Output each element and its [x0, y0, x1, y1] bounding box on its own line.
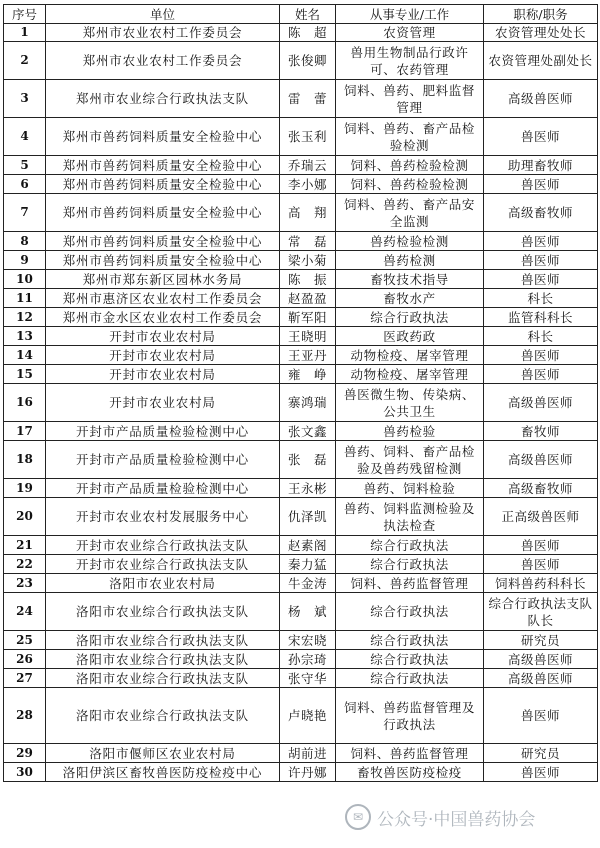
row-unit: 郑州市农业农村工作委员会 [46, 42, 280, 80]
table-row [4, 175, 598, 194]
row-unit: 郑州市兽药饲料质量安全检验中心 [46, 156, 280, 175]
row-title: 兽医师 [484, 251, 598, 270]
row-index: 23 [4, 574, 46, 593]
row-title: 研究员 [484, 631, 598, 650]
row-field: 综合行政执法 [336, 555, 484, 574]
header-name: 姓名 [280, 5, 336, 24]
row-name: 卢晓艳 [280, 688, 336, 744]
row-unit: 洛阳市农业综合行政执法支队 [46, 669, 280, 688]
row-unit: 开封市农业综合行政执法支队 [46, 555, 280, 574]
row-field: 饲料、兽药检验检测 [336, 156, 484, 175]
row-title: 综合行政执法支队队长 [484, 593, 598, 631]
row-name: 王晓明 [280, 327, 336, 346]
row-unit: 郑州市兽药饲料质量安全检验中心 [46, 232, 280, 251]
row-title: 高级畜牧师 [484, 479, 598, 498]
table-row [4, 346, 598, 365]
row-title: 农资管理处副处长 [484, 42, 598, 80]
row-field: 综合行政执法 [336, 669, 484, 688]
row-index: 6 [4, 175, 46, 194]
row-name: 张 磊 [280, 441, 336, 479]
table-row [4, 194, 598, 232]
row-title: 饲料兽药科科长 [484, 574, 598, 593]
row-field: 兽用生物制品行政许可、农药管理 [336, 42, 484, 80]
row-index: 12 [4, 308, 46, 327]
row-unit: 开封市农业农村发展服务中心 [46, 498, 280, 536]
row-field: 畜牧兽医防疫检疫 [336, 763, 484, 782]
table-row [4, 593, 598, 631]
row-unit: 洛阳市农业综合行政执法支队 [46, 688, 280, 744]
table-row [4, 118, 598, 156]
row-unit: 开封市产品质量检验检测中心 [46, 479, 280, 498]
table-row [4, 441, 598, 479]
table-body [4, 24, 598, 782]
row-name: 李小娜 [280, 175, 336, 194]
table-row [4, 422, 598, 441]
row-field: 兽药检验 [336, 422, 484, 441]
row-field: 动物检疫、屠宰管理 [336, 365, 484, 384]
row-index: 10 [4, 270, 46, 289]
row-index: 21 [4, 536, 46, 555]
row-unit: 郑州市兽药饲料质量安全检验中心 [46, 118, 280, 156]
table-row [4, 763, 598, 782]
table-row [4, 688, 598, 744]
row-title: 高级兽医师 [484, 384, 598, 422]
row-index: 20 [4, 498, 46, 536]
row-name: 张文鑫 [280, 422, 336, 441]
row-unit: 郑州市兽药饲料质量安全检验中心 [46, 175, 280, 194]
row-index: 11 [4, 289, 46, 308]
row-title: 兽医师 [484, 555, 598, 574]
row-field: 综合行政执法 [336, 536, 484, 555]
row-name: 杨 斌 [280, 593, 336, 631]
table-row [4, 479, 598, 498]
row-index: 26 [4, 650, 46, 669]
row-index: 1 [4, 24, 46, 42]
row-index: 16 [4, 384, 46, 422]
row-index: 3 [4, 80, 46, 118]
row-unit: 郑州市农业农村工作委员会 [46, 24, 280, 42]
header-unit: 单位 [46, 5, 280, 24]
row-field: 饲料、兽药监督管理及行政执法 [336, 688, 484, 744]
row-index: 22 [4, 555, 46, 574]
row-field: 兽药、饲料检验 [336, 479, 484, 498]
table-row [4, 289, 598, 308]
row-index: 7 [4, 194, 46, 232]
row-field: 综合行政执法 [336, 308, 484, 327]
row-title: 兽医师 [484, 270, 598, 289]
row-title: 高级畜牧师 [484, 194, 598, 232]
row-name: 赵素阁 [280, 536, 336, 555]
table-row [4, 384, 598, 422]
table-header-row [4, 5, 598, 24]
table-row [4, 650, 598, 669]
table-row [4, 270, 598, 289]
row-unit: 郑州市郑东新区园林水务局 [46, 270, 280, 289]
row-field: 兽药检验检测 [336, 232, 484, 251]
row-name: 乔瑞云 [280, 156, 336, 175]
table-row [4, 631, 598, 650]
row-unit: 洛阳市偃师区农业农村局 [46, 744, 280, 763]
row-index: 8 [4, 232, 46, 251]
table-row [4, 308, 598, 327]
row-name: 陈 振 [280, 270, 336, 289]
row-index: 25 [4, 631, 46, 650]
row-index: 13 [4, 327, 46, 346]
row-title: 高级兽医师 [484, 650, 598, 669]
row-name: 王亚丹 [280, 346, 336, 365]
row-title: 监管科科长 [484, 308, 598, 327]
row-name: 赵盈盈 [280, 289, 336, 308]
row-unit: 洛阳市农业综合行政执法支队 [46, 631, 280, 650]
table-row [4, 536, 598, 555]
table-row [4, 669, 598, 688]
table-row [4, 327, 598, 346]
row-field: 农资管理 [336, 24, 484, 42]
row-name: 雷 蕾 [280, 80, 336, 118]
row-index: 9 [4, 251, 46, 270]
row-index: 30 [4, 763, 46, 782]
row-unit: 洛阳伊滨区畜牧兽医防疫检疫中心 [46, 763, 280, 782]
row-field: 畜牧技术指导 [336, 270, 484, 289]
row-field: 动物检疫、屠宰管理 [336, 346, 484, 365]
row-field: 饲料、兽药、畜产品安全监测 [336, 194, 484, 232]
row-name: 梁小菊 [280, 251, 336, 270]
row-title: 科长 [484, 289, 598, 308]
row-title: 兽医师 [484, 688, 598, 744]
row-index: 24 [4, 593, 46, 631]
table-row [4, 574, 598, 593]
row-name: 寨鸿瑞 [280, 384, 336, 422]
row-name: 王永彬 [280, 479, 336, 498]
row-title: 研究员 [484, 744, 598, 763]
row-name: 陈 超 [280, 24, 336, 42]
row-unit: 开封市农业农村局 [46, 327, 280, 346]
row-name: 许丹娜 [280, 763, 336, 782]
row-title: 畜牧师 [484, 422, 598, 441]
wechat-icon: ✉ [345, 804, 371, 830]
row-field: 兽药检测 [336, 251, 484, 270]
row-field: 综合行政执法 [336, 631, 484, 650]
table-row [4, 555, 598, 574]
row-field: 饲料、兽药检验检测 [336, 175, 484, 194]
row-title: 科长 [484, 327, 598, 346]
row-title: 兽医师 [484, 346, 598, 365]
row-index: 27 [4, 669, 46, 688]
row-unit: 郑州市兽药饲料质量安全检验中心 [46, 194, 280, 232]
row-unit: 洛阳市农业综合行政执法支队 [46, 650, 280, 669]
table-row [4, 744, 598, 763]
row-field: 饲料、兽药监督管理 [336, 744, 484, 763]
row-name: 雍 峥 [280, 365, 336, 384]
row-field: 综合行政执法 [336, 650, 484, 669]
row-unit: 洛阳市农业农村局 [46, 574, 280, 593]
row-title: 高级兽医师 [484, 80, 598, 118]
row-name: 牛金涛 [280, 574, 336, 593]
table-row [4, 80, 598, 118]
row-index: 18 [4, 441, 46, 479]
row-field: 饲料、兽药、畜产品检验检测 [336, 118, 484, 156]
row-name: 孙宗琦 [280, 650, 336, 669]
row-index: 17 [4, 422, 46, 441]
table-row [4, 156, 598, 175]
row-title: 正高级兽医师 [484, 498, 598, 536]
row-name: 常 磊 [280, 232, 336, 251]
personnel-table [3, 4, 598, 782]
row-field: 兽药、饲料、畜产品检验及兽药残留检测 [336, 441, 484, 479]
row-unit: 郑州市惠济区农业农村工作委员会 [46, 289, 280, 308]
row-field: 饲料、兽药、肥料监督管理 [336, 80, 484, 118]
row-index: 28 [4, 688, 46, 744]
row-field: 兽药、饲料监测检验及执法检查 [336, 498, 484, 536]
row-field: 畜牧水产 [336, 289, 484, 308]
row-field: 饲料、兽药监督管理 [336, 574, 484, 593]
table-row [4, 42, 598, 80]
row-unit: 开封市产品质量检验检测中心 [46, 441, 280, 479]
row-unit: 开封市农业农村局 [46, 365, 280, 384]
row-title: 兽医师 [484, 536, 598, 555]
row-index: 5 [4, 156, 46, 175]
row-unit: 开封市产品质量检验检测中心 [46, 422, 280, 441]
row-name: 张玉利 [280, 118, 336, 156]
row-unit: 郑州市农业综合行政执法支队 [46, 80, 280, 118]
row-index: 2 [4, 42, 46, 80]
row-name: 宋宏晓 [280, 631, 336, 650]
row-title: 兽医师 [484, 365, 598, 384]
row-field: 兽医微生物、传染病、公共卫生 [336, 384, 484, 422]
row-unit: 开封市农业农村局 [46, 384, 280, 422]
row-index: 19 [4, 479, 46, 498]
header-field: 从事专业/工作 [336, 5, 484, 24]
table-row [4, 24, 598, 42]
row-title: 兽医师 [484, 118, 598, 156]
row-unit: 郑州市金水区农业农村工作委员会 [46, 308, 280, 327]
row-field: 医政药政 [336, 327, 484, 346]
row-unit: 郑州市兽药饲料质量安全检验中心 [46, 251, 280, 270]
row-title: 高级兽医师 [484, 669, 598, 688]
row-title: 兽医师 [484, 763, 598, 782]
header-index: 序号 [4, 5, 46, 24]
row-index: 14 [4, 346, 46, 365]
row-unit: 洛阳市农业综合行政执法支队 [46, 593, 280, 631]
row-field: 综合行政执法 [336, 593, 484, 631]
row-name: 秦力猛 [280, 555, 336, 574]
row-title: 农资管理处处长 [484, 24, 598, 42]
table-row [4, 498, 598, 536]
row-title: 助理畜牧师 [484, 156, 598, 175]
watermark-text: 公众号·中国兽药协会 [377, 809, 536, 830]
watermark [345, 797, 600, 837]
table-row [4, 365, 598, 384]
table-row [4, 232, 598, 251]
table-row [4, 251, 598, 270]
row-title: 高级兽医师 [484, 441, 598, 479]
row-name: 胡前进 [280, 744, 336, 763]
row-name: 靳军阳 [280, 308, 336, 327]
row-name: 高 翔 [280, 194, 336, 232]
row-index: 29 [4, 744, 46, 763]
row-title: 兽医师 [484, 232, 598, 251]
row-unit: 开封市农业农村局 [46, 346, 280, 365]
row-name: 仇泽凯 [280, 498, 336, 536]
row-index: 15 [4, 365, 46, 384]
row-title: 兽医师 [484, 175, 598, 194]
header-title: 职称/职务 [484, 5, 598, 24]
row-index: 4 [4, 118, 46, 156]
row-unit: 开封市农业综合行政执法支队 [46, 536, 280, 555]
row-name: 张俊卿 [280, 42, 336, 80]
row-name: 张守华 [280, 669, 336, 688]
